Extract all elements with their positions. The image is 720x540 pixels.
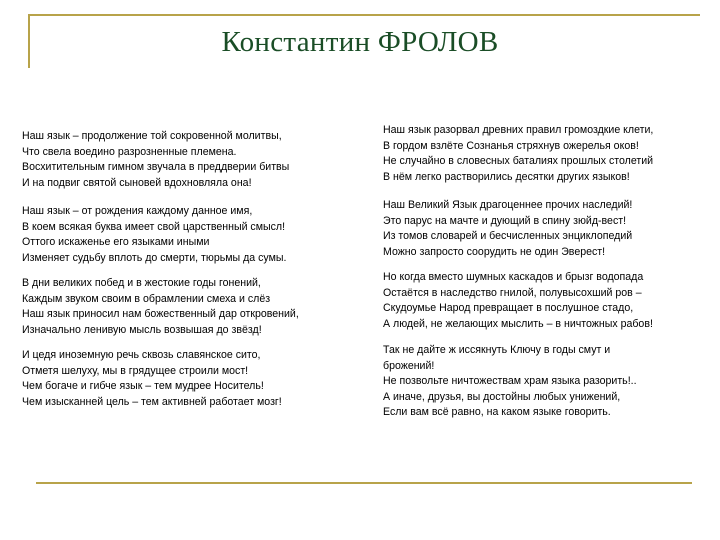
poem-line: Можно запросто соорудить не один Эверест! [383, 245, 606, 258]
poem-line: Наш язык приносил нам божественный дар откровений, [22, 308, 299, 321]
poem-line: Что свела воедино разрозненные племена. [22, 145, 237, 158]
poem-line: Не случайно в словесных баталиях прошлых столетий [383, 155, 654, 168]
poem-line: И цедя иноземную речь сквозь славянское сито, [22, 349, 261, 361]
poem-line: В дни великих побед и в жестокие годы гонений, [22, 277, 261, 289]
poem-line: Чем богаче и гибче язык – тем мудрее Носитель! [22, 380, 264, 393]
left-stanza-3 [22, 276, 299, 338]
poem-line: Но когда вместо шумных каскадов и брызг водопада [383, 271, 644, 283]
left-stanza-2 [22, 204, 286, 266]
poem-line: Восхитительным гимном звучала в преддверии битвы [22, 161, 290, 174]
poem-line: А людей, не желающих мыслить – в ничтожных рабов! [383, 317, 653, 330]
poem-line: В нём легко растворились десятки других языков! [383, 170, 630, 183]
poem-line: Каждым звуком своим в обрамлении смеха и слёз [22, 292, 271, 305]
poem-line: Наш язык – от рождения каждому данное имя, [22, 205, 253, 217]
right-stanza-1 [383, 123, 653, 185]
page-title: Константин ФРОЛОВ [221, 26, 499, 58]
poem-line: Оттого искаженье его языками иными [22, 236, 210, 249]
right-stanza-2 [383, 198, 632, 260]
frame-top-rule [28, 14, 700, 16]
poem-line: брожений! [383, 359, 435, 372]
poem-line: Так не дайте ж иссякнуть Ключу в годы смут и [383, 344, 611, 356]
poem-line: Из томов словарей и бесчисленных энциклопедий [383, 230, 633, 243]
poem-line: В коем всякая буква имеет свой царственный смысл! [22, 220, 286, 233]
poem-line: Изменяет судьбу вплоть до смерти, тюрьмы да сумы. [22, 251, 287, 264]
right-stanza-3 [383, 270, 653, 332]
poem-line: А иначе, друзья, вы достойны любых унижений, [383, 390, 621, 403]
poem-line: Остаётся в наследство гнилой, полувысохший ров – [383, 286, 642, 299]
frame-bottom-rule [36, 482, 692, 484]
poem-line: И на подвиг святой сыновей вдохновляла она! [22, 176, 252, 189]
poem-line: В гордом взлёте Сознанья стряхнув ожерелья оков! [383, 139, 639, 152]
poem-line: Это парус на мачте и дующий в спину зюйд-вест! [383, 214, 627, 227]
poem-line: Наш Великий Язык драгоценнее прочих наследий! [383, 199, 633, 211]
poem-line: Наш язык – продолжение той сокровенной молитвы, [22, 130, 282, 142]
poem-line: Чем изысканней цель – тем активней работает мозг! [22, 395, 282, 408]
poem-line: Изначально ленивую мысль возвышая до звёзд! [22, 323, 262, 336]
poem-line: Не позвольте ничтожествам храм языка разорить!.. [383, 375, 637, 388]
left-stanza-1 [22, 129, 289, 191]
poem-line: Наш язык разорвал древних правил громоздкие клети, [383, 124, 654, 136]
poem-line: Если вам всё равно, на каком языке говорить. [383, 406, 611, 419]
left-stanza-4 [22, 348, 282, 410]
poem-line: Отметя шелуху, мы в грядущее строили мост! [22, 364, 249, 377]
poem-line: Скудоумье Народ превращает в послушное стадо, [383, 302, 634, 315]
right-stanza-4 [383, 343, 637, 421]
